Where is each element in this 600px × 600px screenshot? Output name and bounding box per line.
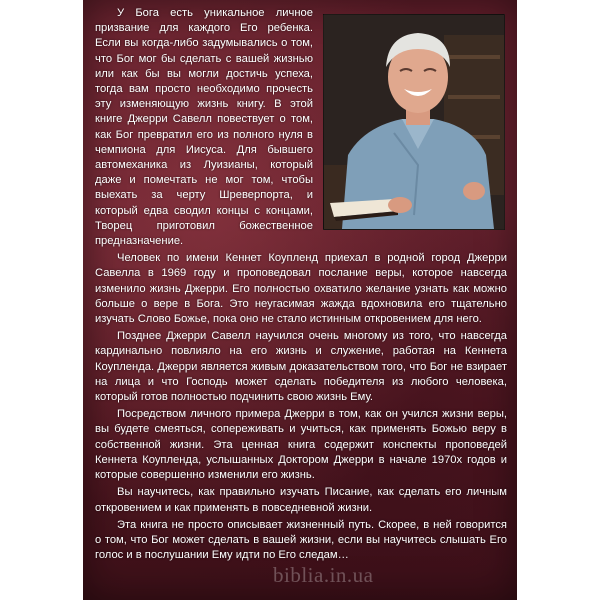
book-back-cover (83, 0, 517, 600)
paragraph: Вы научитесь, как правильно изучать Писание, как сделать его личным откровением и как применять в повседневной жизни. (95, 486, 507, 514)
paragraph: Посредством личного примера Джерри в том, как он учился жизни веры, вы будете смеяться, сопереживать и учиться, как применять Божью веру в собственной жизни. Эта ценная книга содержит конспекты проповедей Кеннета Коупленда, услышанных Доктором Джерри в начале 1970х годов и которые совершенно изменили его жизнь. (95, 408, 507, 482)
blurb-text (95, 6, 507, 563)
paragraph: Человек по имени Кеннет Коупленд приехал в родной город Джерри Савелла в 1969 году и проповедовал послание веры, которое навсегда изменило жизнь Джерри. Его полностью охватило желание узнать как можно больше о вере в Бога. Это неугасимая жажда вдохновила его тщательно изучать Слово Божье, пока оно не стало истинным откровением для него. (95, 252, 507, 326)
paragraph-intro: У Бога есть уникальное личное призвание для каждого Его ребенка. Если вы когда-либо задумывались о том, что Бог мог бы сделать с вашей жизнью или как бы вы могли достичь успеха, тогда вам просто необходимо прочесть эту изменяющую жизнь книгу. В этой книге Джерри Савелл повествует о том, как Бог превратил его из полного нуля в чемпиона для Иисуса. Для бывшего автомеханика из Луизианы, который даже и помечтать не мог том, чтобы выехать за черту Шреверпорта, и который едва сводил концы с концами, Творец приготовил божественное предназначение. (95, 7, 313, 248)
paragraph: Эта книга не просто описывает жизненный путь. Скорее, в ней говорится о том, что Бог может сделать в вашей жизни, если вы научитесь слышать Его голос и в послушании Ему идти по Его следам… (95, 518, 507, 562)
paragraph: Позднее Джерри Савелл научился очень многому из того, что навсегда кардинально повлияло на его жизнь и служение, работая на Кеннета Коупленда. Джерри является живым доказательством того, что Бог не взирает на лица и что Господь может сделать победителя из любого человека, который готов полностью подчинить свою жизнь Ему. (95, 330, 507, 404)
watermark: biblia.in.ua (273, 563, 374, 587)
